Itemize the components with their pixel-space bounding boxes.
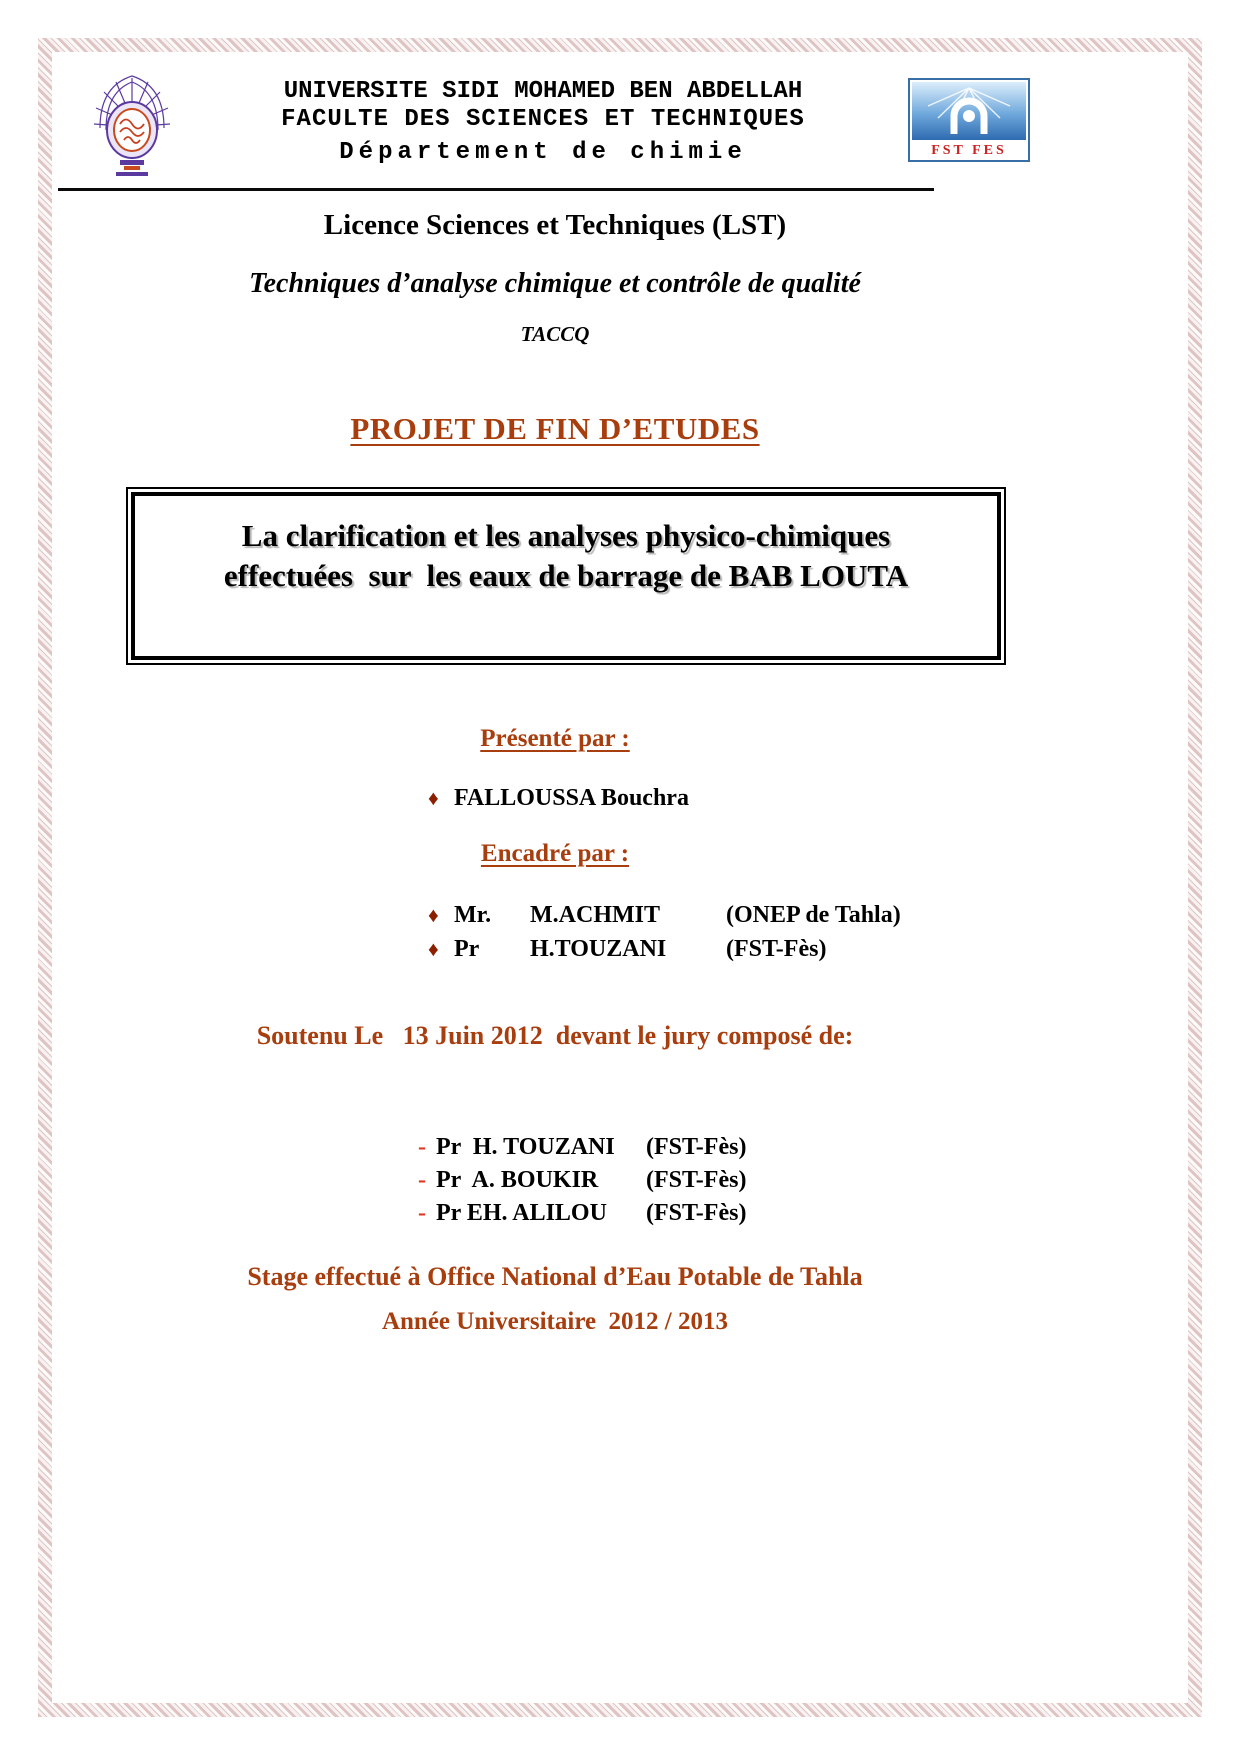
presented-by-label: Présenté par : — [480, 725, 630, 752]
academic-year-line: Année Universitaire 2012 / 2013 — [381, 1308, 729, 1335]
university-emblem-logo — [86, 68, 178, 180]
faculty-name: FACULTE DES SCIENCES ET TECHNIQUES — [281, 106, 805, 134]
institution-titles — [178, 78, 908, 167]
degree-title: Licence Sciences et Techniques (LST) — [323, 209, 787, 241]
university-emblem-icon — [86, 68, 178, 180]
jury-dash: - — [418, 1167, 426, 1193]
defense-date-line: Soutenu Le 13 Juin 2012 devant le jury composé de: — [256, 1021, 854, 1050]
presented-by-row — [428, 785, 1054, 812]
supervisor-affiliation: (ONEP de Tahla) — [726, 902, 901, 928]
supervisor-affiliation: (FST-Fès) — [726, 936, 827, 962]
jury-member-affiliation: (FST-Fès) — [646, 1167, 747, 1193]
jury-member-affiliation: (FST-Fès) — [646, 1134, 747, 1160]
fst-fes-icon — [908, 78, 1030, 162]
jury-member-name: Pr EH. ALILOU — [436, 1200, 607, 1226]
header — [86, 68, 1054, 180]
fst-fes-label: FST FES — [931, 143, 1007, 158]
jury-member-name: Pr H. TOUZANI — [436, 1134, 615, 1160]
jury-row — [418, 1131, 1054, 1164]
jury-list — [418, 1131, 1054, 1230]
project-heading: PROJET DE FIN D’ETUDES — [350, 411, 760, 446]
diamond-bullet-icon: ♦ — [428, 903, 439, 927]
supervisors-list — [56, 902, 1054, 963]
internship-line: Stage effectué à Office National d’Eau Potable de Tahla — [247, 1262, 863, 1291]
university-name: UNIVERSITE SIDI MOHAMED BEN ABDELLAH — [283, 78, 803, 105]
supervised-by-label: Encadré par : — [480, 840, 630, 867]
specialty-acronym: TACCQ — [520, 322, 590, 346]
supervisor-name: M.ACHMIT — [530, 902, 660, 928]
jury-row — [418, 1197, 1054, 1230]
supervisor-title: Mr. — [454, 902, 492, 928]
fst-fes-logo — [908, 78, 1030, 162]
jury-member-affiliation: (FST-Fès) — [646, 1200, 747, 1226]
supervisor-row — [428, 902, 1054, 929]
project-title-line-2: effectuées sur les eaux de barrage de BAB LOUTA — [223, 558, 909, 594]
supervisor-row — [428, 936, 1054, 963]
specialty-title: Techniques d’analyse chimique et contrôle de qualité — [249, 268, 861, 299]
page-content — [56, 56, 1184, 1699]
diamond-bullet-icon: ♦ — [428, 937, 439, 961]
project-title-box — [126, 487, 1006, 665]
student-name: FALLOUSSA Bouchra — [454, 785, 689, 811]
department-name: Département de chimie — [339, 138, 747, 166]
jury-member-name: Pr A. BOUKIR — [436, 1167, 599, 1193]
jury-dash: - — [418, 1134, 426, 1160]
supervisor-title: Pr — [454, 936, 480, 962]
header-divider — [58, 188, 934, 191]
jury-dash: - — [418, 1200, 426, 1226]
jury-row — [418, 1164, 1054, 1197]
supervisor-name: H.TOUZANI — [530, 936, 667, 962]
project-title-line-1: La clarification et les analyses physico-chimiques — [241, 518, 891, 553]
diamond-bullet-icon: ♦ — [428, 786, 439, 810]
